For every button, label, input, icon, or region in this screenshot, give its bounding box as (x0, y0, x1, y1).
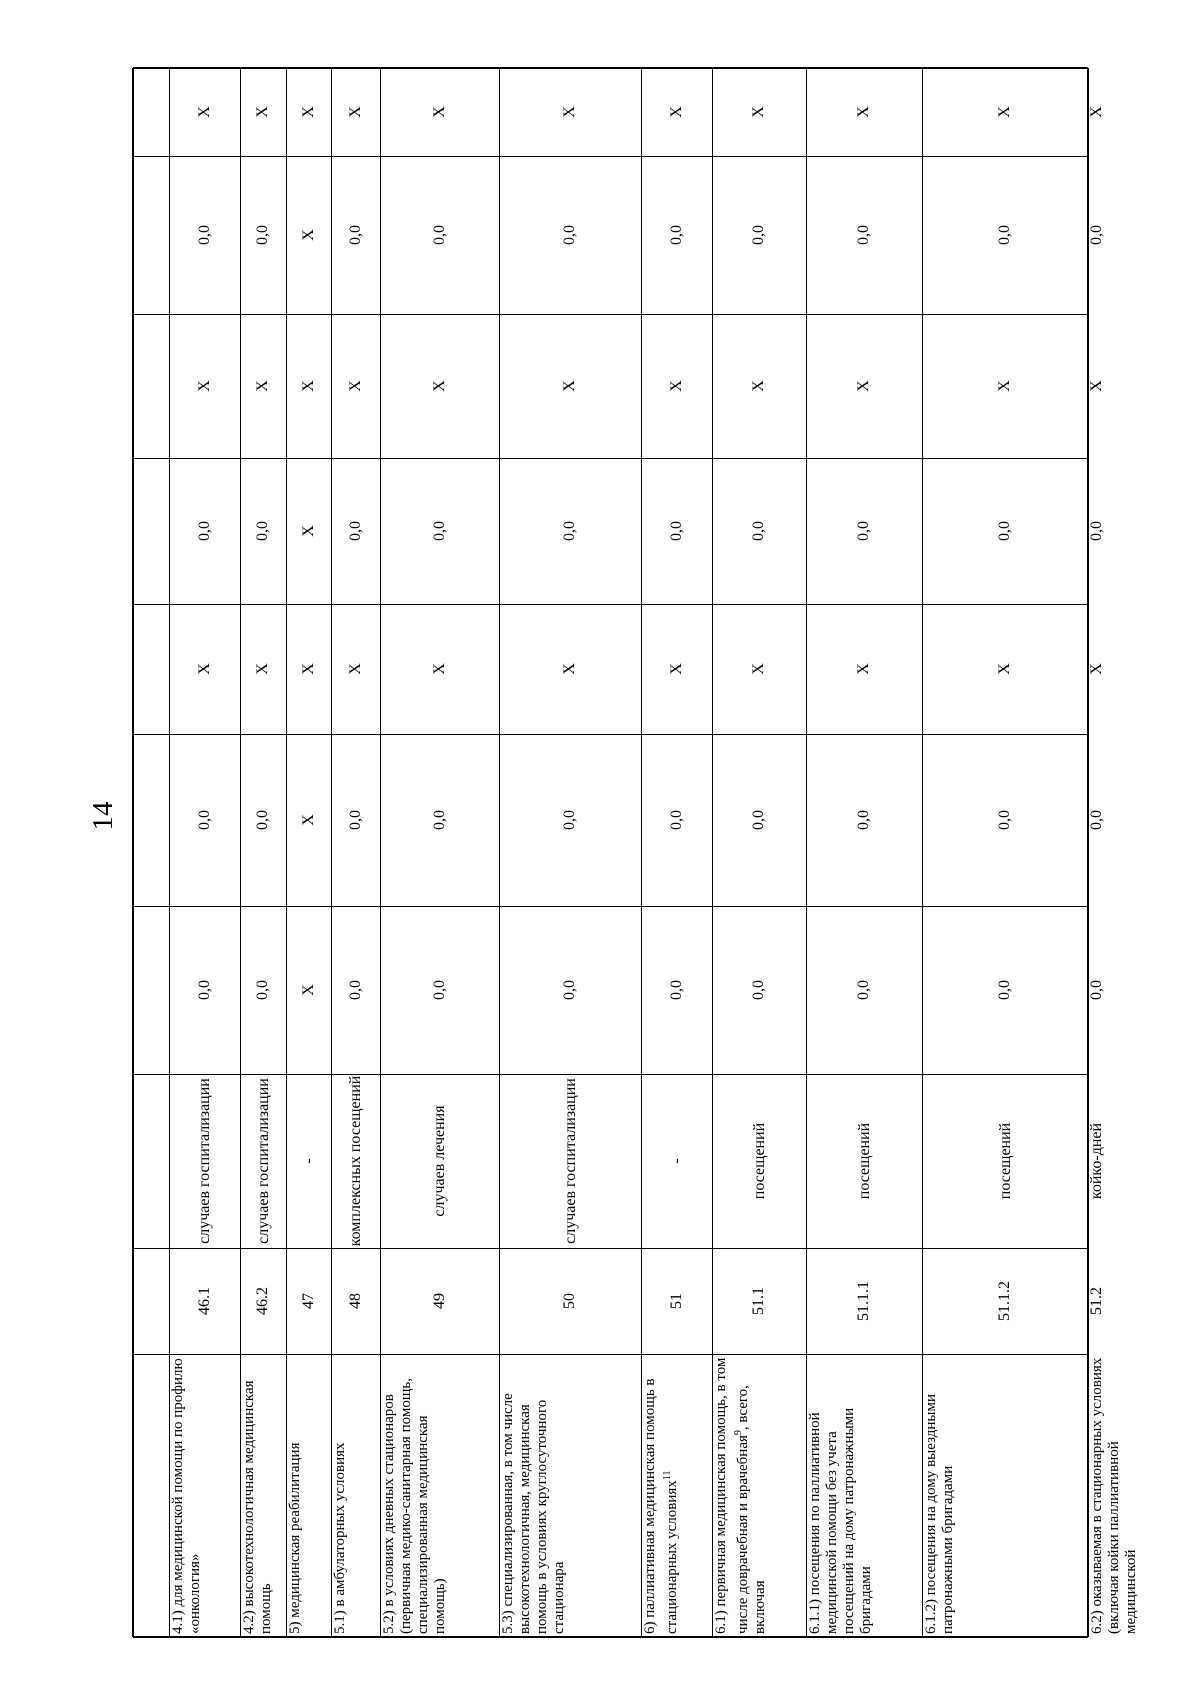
row-number: 46.2 (254, 1287, 271, 1315)
table-cell: 0,0 (667, 225, 685, 245)
row-description (1088, 1354, 1141, 1637)
row-number: 48 (346, 1293, 364, 1309)
row-unit: койко-дней (1088, 1122, 1105, 1200)
table-cell: 0,0 (1088, 980, 1105, 1000)
row-description-text: 6.1.2) посещения на дому выездными патронажными бригадами (923, 1394, 956, 1634)
table-cell: Х (346, 106, 364, 118)
row-unit: посещений (996, 1122, 1014, 1200)
table-cell: Х (750, 663, 767, 675)
row-description-text: 5.1) в амбулаторных условиях (332, 1442, 348, 1634)
table-cell: 0,0 (254, 980, 271, 1000)
table-cell: 0,0 (430, 810, 448, 830)
row-description (499, 1354, 641, 1637)
table-cell: Х (667, 663, 685, 675)
row-description-text: 4.1) для медицинской помощи по профилю «онкология» (170, 1358, 203, 1634)
table-cell: 0,0 (430, 980, 448, 1000)
table-cell: Х (430, 106, 448, 118)
table-cell: 0,0 (996, 980, 1013, 1000)
row-description (806, 1354, 922, 1637)
table-cell: 0,0 (561, 225, 578, 245)
table-cell: Х (1088, 106, 1105, 118)
row-unit: случаев госпитализации (254, 1078, 272, 1244)
table-cell: Х (254, 106, 271, 118)
row-description (169, 1354, 240, 1637)
table-cell: 0,0 (254, 225, 271, 245)
row-unit: посещений (750, 1122, 768, 1200)
table-cell: 0,0 (346, 980, 364, 1000)
table-cell: Х (750, 106, 767, 118)
row-description-text: 6.1) первичная медицинская помощь, в том числе доврачебная и врачебная (713, 1357, 751, 1634)
table-cell: Х (855, 663, 872, 675)
row-description-text: 5) медицинская реабилитация (287, 1442, 303, 1634)
table-cell: Х (561, 106, 578, 118)
row-unit: случаев лечения (431, 1105, 448, 1217)
table-cell: 0,0 (346, 810, 364, 830)
table-cell: Х (855, 106, 872, 118)
row-unit: - (668, 1158, 685, 1164)
table-cell: Х (996, 380, 1013, 392)
row-description-text: 5.2) в условиях дневных стационаров (первичная медико-санитарная помощь, специализированная медицинская помощь) (381, 1378, 448, 1634)
table-cell: 0,0 (561, 521, 578, 541)
table-cell: Х (561, 663, 578, 675)
row-number: 51.1.2 (996, 1281, 1013, 1321)
row-number: 47 (299, 1293, 317, 1309)
table-cell: Х (299, 106, 317, 118)
row-number: 51.2 (1088, 1287, 1105, 1315)
table-cell: 0,0 (855, 810, 872, 830)
table-cell: Х (855, 380, 872, 392)
column-header (133, 314, 169, 458)
row-description (922, 1354, 1088, 1637)
table-cell: 0,0 (855, 225, 872, 245)
table-cell: Х (1088, 380, 1105, 392)
row-description (641, 1354, 712, 1637)
row-description-text: 4.2) высокотехнологичная медицинская помощь (241, 1380, 274, 1634)
column-header (133, 906, 169, 1074)
row-unit: комплексных посещений (347, 1075, 364, 1247)
table-cell: 0,0 (750, 521, 767, 541)
table-cell: 0,0 (195, 521, 213, 541)
row-description (240, 1354, 286, 1637)
row-number: 51 (667, 1293, 685, 1309)
row-unit: случаев госпитализации (561, 1078, 579, 1244)
table-cell: 0,0 (346, 521, 364, 541)
row-description-text: 6.2) оказываемая в стационарных условиях (включая койки паллиативной медицинской (1089, 1357, 1139, 1634)
table-cell: Х (667, 106, 685, 118)
column-header (133, 458, 169, 604)
table-cell: Х (254, 380, 271, 392)
table-cell: Х (254, 663, 271, 675)
table-cell: Х (299, 525, 317, 537)
table-cell: Х (430, 380, 448, 392)
table-cell: 0,0 (996, 225, 1013, 245)
table-cell: 0,0 (667, 980, 685, 1000)
table-cell: 0,0 (750, 810, 767, 830)
table-cell: 0,0 (254, 810, 271, 830)
row-description (286, 1354, 331, 1637)
table-cell: 0,0 (561, 810, 578, 830)
table-cell: 0,0 (195, 980, 213, 1000)
table-cell: 0,0 (667, 810, 685, 830)
column-header (133, 156, 169, 314)
row-number: 49 (430, 1293, 448, 1309)
table-cell: 0,0 (254, 521, 271, 541)
table-cell: 0,0 (855, 980, 872, 1000)
row-description-text: 6) паллиативная медицинская помощь в стационарных условиях (642, 1378, 680, 1634)
row-number: 51.1.1 (855, 1281, 872, 1321)
table-cell: Х (346, 663, 364, 675)
table-cell: Х (299, 814, 317, 826)
table-cell: 0,0 (750, 225, 767, 245)
table-cell: Х (299, 229, 317, 241)
table-cell: 0,0 (561, 980, 578, 1000)
table-cell: Х (996, 106, 1013, 118)
table-cell: Х (430, 663, 448, 675)
row-description (380, 1354, 499, 1637)
column-header (133, 604, 169, 734)
column-header (133, 734, 169, 906)
table-cell: 0,0 (1088, 810, 1105, 830)
table-cell: Х (299, 663, 317, 675)
table-cell: Х (299, 380, 317, 392)
page-number: 14 (86, 801, 119, 831)
table-cell: 0,0 (346, 225, 364, 245)
row-description-tail: , всего, включая (735, 1385, 768, 1634)
footnote-ref: 9 (733, 1430, 744, 1436)
table-cell: 0,0 (195, 810, 213, 830)
table-cell: 0,0 (855, 521, 872, 541)
column-header (133, 68, 169, 156)
table-cell: Х (1088, 663, 1105, 675)
row-description-text: 5.3) специализированная, в том числе высокотехнологичная, медицинская помощь в условиях круглосуточного стационара (500, 1393, 567, 1634)
table-cell: 0,0 (430, 521, 448, 541)
column-header (133, 1354, 169, 1637)
footnote-ref: 11 (662, 1470, 673, 1481)
row-number: 51.1 (750, 1287, 767, 1315)
table-cell: 0,0 (195, 225, 213, 245)
table-cell: 0,0 (430, 225, 448, 245)
table-cell: Х (195, 380, 213, 392)
row-unit: посещений (855, 1122, 873, 1200)
row-description (712, 1354, 806, 1637)
row-unit: случаев госпитализации (196, 1078, 213, 1244)
row-number: 46.1 (195, 1287, 213, 1315)
table-cell: Х (299, 984, 317, 996)
table-cell: 0,0 (1088, 225, 1105, 245)
table-cell: Х (346, 380, 364, 392)
column-header (133, 1248, 169, 1354)
row-unit: - (300, 1158, 317, 1164)
table-cell: Х (667, 380, 685, 392)
row-description (331, 1354, 380, 1637)
table-cell: 0,0 (1088, 521, 1105, 541)
table-cell: Х (195, 106, 213, 118)
row-number: 50 (561, 1293, 578, 1309)
table-cell: 0,0 (750, 980, 767, 1000)
table-cell: 0,0 (996, 810, 1013, 830)
table-cell: Х (561, 380, 578, 392)
table-cell: Х (750, 380, 767, 392)
column-header (133, 1074, 169, 1248)
table-cell: Х (996, 663, 1013, 675)
table-cell: 0,0 (667, 521, 685, 541)
table-cell: 0,0 (996, 521, 1013, 541)
row-description-text: 6.1.1) посещения по паллиативной медицинской помощи без учета посещений на дому патронажными бригадами (807, 1407, 874, 1634)
table-cell: Х (195, 663, 213, 675)
